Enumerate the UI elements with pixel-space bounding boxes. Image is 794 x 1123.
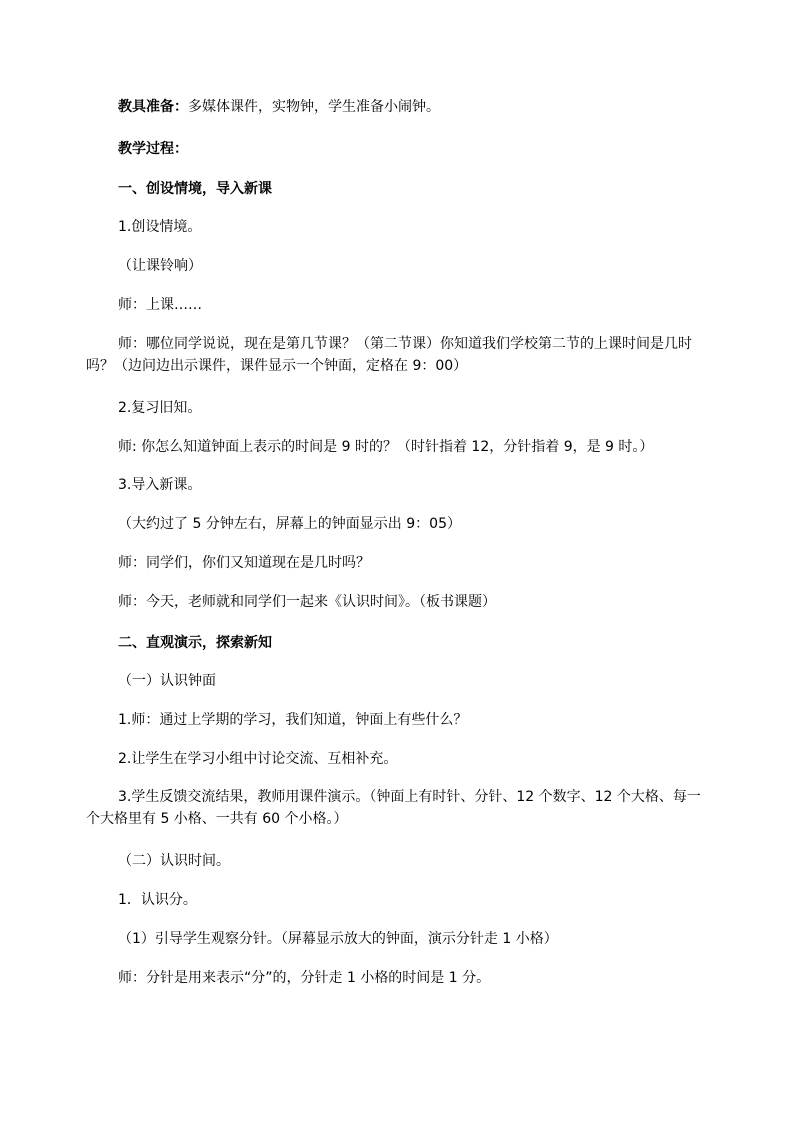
teacher-line-minute-hand: 师：分针是用来表示“分”的，分针走 1 小格的时间是 1 分。	[118, 970, 491, 986]
teaching-process-heading: 教学过程：	[118, 141, 188, 157]
teaching-aids-label: 教具准备：	[118, 99, 188, 115]
teaching-aids-line	[86, 96, 708, 118]
subsection-telling-time: （二）认识时间。	[118, 853, 230, 869]
clock-face-step-1: 1.师：通过上学期的学习，我们知道，钟面上有些什么？	[118, 712, 468, 728]
step-review: 2.复习旧知。	[118, 400, 202, 416]
teacher-line-start-class: 师：上课……	[118, 297, 202, 313]
teacher-line-review: 师: 你怎么知道钟面上表示的时间是 9 时的？（时针指着 12，分针指着 9，是 9 时。）	[118, 439, 654, 455]
subsection-clock-face: （一）认识钟面	[118, 673, 216, 689]
time-step-observe-minute-hand: （1）引导学生观察分针。（屏幕显示放大的钟面，演示分针走 1 小格）	[118, 931, 558, 947]
clock-face-step-2: 2.让学生在学习小组中讨论交流、互相补充。	[118, 751, 398, 767]
section-2-heading: 二、直观演示，探索新知	[118, 635, 272, 651]
section-1-heading: 一、创设情境，导入新课	[118, 181, 272, 197]
clock-face-step-3: 3.学生反馈交流结果，教师用课件演示。（钟面上有时针、分针、12 个数字、12 个大格、每一个大格里有 5 小格、一共有 60 个小格。）	[86, 789, 701, 827]
time-step-minutes: 1．认识分。	[118, 892, 197, 908]
teaching-aids-text: 多媒体课件，实物钟，学生准备小闹钟。	[188, 99, 440, 115]
bell-ring-note: （让课铃响）	[118, 258, 202, 274]
five-minutes-note: （大约过了 5 分钟左右，屏幕上的钟面显示出 9：05）	[118, 516, 461, 532]
teacher-line-today: 师：今天，老师就和同学们一起来《认识时间》。（板书课题）	[118, 594, 496, 610]
teacher-line-ask-time: 师：同学们，你们又知道现在是几时吗？	[118, 555, 370, 571]
step-create-scene: 1.创设情境。	[118, 219, 202, 235]
step-introduce: 3.导入新课。	[118, 477, 202, 493]
teacher-line-which-lesson: 师：哪位同学说说，现在是第几节课？（第二节课）你知道我们学校第二节的上课时间是几时吗？（边问边出示课件，课件显示一个钟面，定格在 9：00）	[86, 336, 692, 374]
